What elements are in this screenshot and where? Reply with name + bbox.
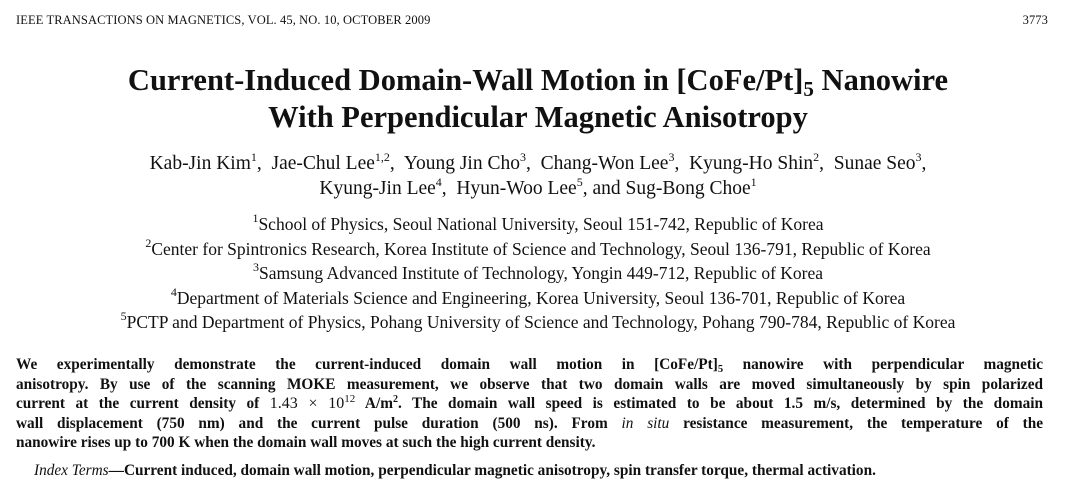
journal-citation: IEEE TRANSACTIONS ON MAGNETICS, VOL. 45, NO. 10, OCTOBER 2009 <box>16 13 431 27</box>
affiliation: $^4$Department of Materials Science and Engineering, Korea University, Seoul 136-701, Republic of Korea <box>170 284 906 308</box>
abstract <box>16 355 1043 453</box>
abstract-line: wall displacement (750 nm) and the current pulse duration (500 ns). From in situ resistance measurement, the temperature of the <box>16 414 1044 432</box>
running-header <box>16 13 1048 29</box>
author-name: Hyun-Woo Lee <box>456 178 577 199</box>
author-name: Chang-Won Lee <box>540 153 669 174</box>
author-name: Jae-Chul Lee <box>271 153 375 174</box>
affiliation: $^1$School of Physics, Seoul National University, Seoul 151-742, Republic of Korea <box>252 211 824 234</box>
author-name: Sug-Bong Choe <box>625 178 751 199</box>
paper-title <box>0 62 1076 136</box>
affiliation: $^3$Samsung Advanced Institute of Technology, Yongin 449-712, Republic of Korea <box>252 260 824 284</box>
author-name: Kab-Jin Kim <box>149 153 251 174</box>
affiliation-list <box>0 212 1076 335</box>
affiliation: $^5$PCTP and Department of Physics, Pohang University of Science and Technology, Pohang 790-784, Republic of Korea <box>120 309 956 333</box>
title-line-1: Current-Induced Domain-Wall Motion in $[CoFe/Pt]_5$ Nanowire <box>127 63 949 101</box>
author-name: Kyung-Jin Lee <box>319 178 436 199</box>
author-name: Kyung-Ho Shin <box>689 153 814 174</box>
title-line-2: With Perpendicular Magnetic Anisotropy <box>268 100 808 134</box>
abstract-line: current at the current density of $1.43 \times 10^{12}$ $A/m^2$. The domain wall speed is estimated to be about 1.5 m/s, determined by the domain <box>16 393 1043 413</box>
index-terms-label: Index Terms <box>34 462 109 479</box>
author-line-2: Kyung-Jin Lee$^4$, Hyun-Woo Lee$^5$, and Sug-Bong Choe$^1$ <box>319 175 757 199</box>
abstract-line: anisotropy. By use of the scanning MOKE measurement, we observe that two domain walls are moved simultaneously by spin polarized <box>16 375 1043 393</box>
page-number: 3773 <box>1022 13 1048 27</box>
index-terms-text: Current induced, domain wall motion, perpendicular magnetic anisotropy, spin transfer torque, thermal activation. <box>123 462 876 479</box>
author-list <box>0 151 1076 201</box>
abstract-line: We experimentally demonstrate the current-induced domain wall motion in [CoFe/Pt]5 nanowire with perpendicular magnetic <box>16 356 1043 375</box>
author-name: Young Jin Cho <box>403 153 520 174</box>
current-density-value: $1.43 \times 10^{12}$ <box>269 393 356 413</box>
author-line-1: Kab-Jin Kim$^1$, Jae-Chul Lee$^{1,2}$, Young Jin Cho$^3$, Chang-Won Lee$^3$, Kyung-Ho Shin$^2$, Sunae Seo$^3$, <box>149 150 927 174</box>
abstract-line: nanowire rises up to 700 K when the domain wall moves at such the high current density. <box>16 434 596 452</box>
index-terms: Index Terms—Current induced, domain wall motion, perpendicular magnetic anisotropy, spin transfer torque, thermal activation. <box>34 462 876 479</box>
author-name: Sunae Seo <box>833 153 916 174</box>
affiliation: $^2$Center for Spintronics Research, Korea Institute of Science and Technology, Seoul 136-791, Republic of Korea <box>145 235 931 259</box>
